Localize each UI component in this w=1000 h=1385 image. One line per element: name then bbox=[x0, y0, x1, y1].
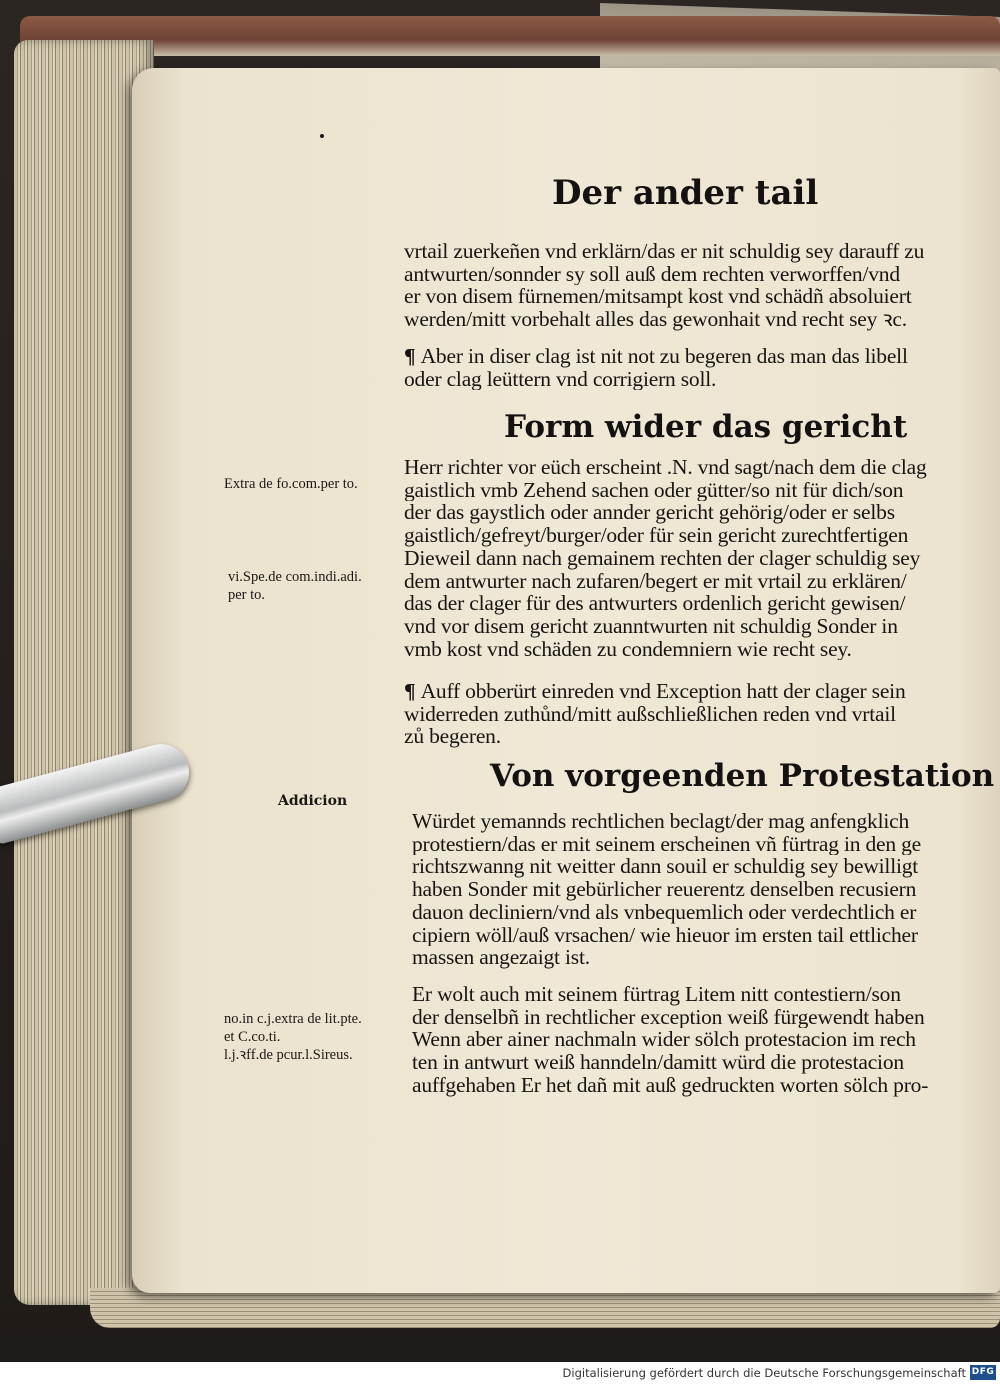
text-line: zů begeren. bbox=[404, 725, 501, 749]
text-line: gaistlich/gefreyt/burger/oder für sein gericht zurechtfertigen bbox=[404, 524, 909, 547]
marginal-note-2: vi.Spe.de com.indi.adi. per to. bbox=[228, 569, 362, 603]
text-line: er von disem fürnemen/mitsampt kost vnd schädñ absoluiert bbox=[404, 285, 912, 309]
text-line: dem antwurter nach zufaren/begert er mit vrtail zu erklären/ bbox=[404, 569, 907, 593]
paragraph-1 bbox=[404, 240, 964, 331]
text-line: protestiern/das er mit seinem erscheinen vñ fürtrag in den ge bbox=[412, 832, 921, 856]
section-1-reply bbox=[404, 680, 969, 748]
text-line: Dieweil dann nach gemainem rechten der clager schuldig sey bbox=[404, 546, 921, 570]
marginal-note-3: Addicion bbox=[278, 793, 348, 809]
book-bottom-edge bbox=[90, 1288, 1000, 1328]
text-line: ten in antwurt weiß hanndeln/damitt würd die protestacion bbox=[412, 1051, 904, 1074]
text-line: massen angezaigt ist. bbox=[412, 946, 590, 969]
text-line: vrtail zuerkeñen vnd erklärn/das er nit schuldig sey darauff zu bbox=[404, 240, 925, 263]
footer-credit: Digitalisierung gefördert durch die Deutsche Forschungsgemeinschaft bbox=[562, 1366, 966, 1380]
paragraph-mark-icon: ¶ bbox=[404, 345, 421, 368]
paragraph-mark-icon: ¶ bbox=[404, 680, 421, 703]
text-line: widerreden zuthůnd/mitt außschließlichen reden vnd vrtail bbox=[404, 702, 896, 726]
book-page bbox=[132, 68, 1000, 1293]
ink-dot bbox=[320, 134, 324, 138]
text-line: richtszwanng nit weitter dann souil er schuldig sey bewilligt bbox=[412, 855, 919, 879]
section-heading-form: Form wider das gericht bbox=[504, 409, 908, 445]
marginal-note-1: Extra de fo.com.per to. bbox=[224, 476, 358, 492]
section-heading-protestation: Von vorgeenden Protestation bbox=[490, 758, 995, 794]
text-line: Würdet yemannds rechtlichen beclagt/der mag anfengklich bbox=[412, 810, 910, 833]
text-line: das der clager für des antwurters ordenlich gericht gewisen/ bbox=[404, 592, 906, 615]
text-line: dauon decliniern/vnd als vnbequemlich oder verdechtlich er bbox=[412, 900, 917, 924]
book-top-edge bbox=[20, 16, 1000, 56]
text-line: werden/mitt vorbehalt alles das gewonhait vnd recht sey ꝛc. bbox=[404, 308, 907, 331]
text-line: haben Sonder mit gebürlicher reuerentz denselben recusiern bbox=[412, 878, 917, 901]
text-line: antwurten/sonnder sy soll auß dem rechten verworffen/vnd bbox=[404, 262, 900, 286]
text-line: cipiern wöll/auß vrsachen/ wie hieuor im ersten tail ettlicher bbox=[412, 923, 918, 947]
text-line: Er wolt auch mit seinem fürtrag Litem nitt contestiern/son bbox=[412, 983, 901, 1006]
text-line: vnd vor disem gericht zuanntwurten nit schuldig Sonder in bbox=[404, 614, 898, 638]
text-line: der denselbñ in rechtlicher exception weiß fürgewendt haben bbox=[412, 1005, 925, 1029]
text-line: oder clag leüttern vnd corrigiern soll. bbox=[404, 367, 717, 391]
section-2-continuation bbox=[412, 983, 974, 1097]
marginal-note-4: no.in c.j.extra de lit.pte. et C.co.ti. l.j.ꝛff.de pcur.l.Sireus. bbox=[224, 1011, 362, 1063]
text-line: vmb kost vnd schäden zu condemniern wie recht sey. bbox=[404, 637, 852, 661]
section-1-body bbox=[404, 456, 969, 660]
text-line: Herr richter vor eüch erscheint .N. vnd sagt/nach dem die clag bbox=[404, 456, 927, 479]
running-head: Der ander tail bbox=[552, 173, 819, 213]
text-line: gaistlich vmb Zehend sachen oder gütter/so nit für dich/son bbox=[404, 478, 904, 502]
text-line: der das gaystlich oder annder gericht gehörig/oder er selbs bbox=[404, 501, 895, 525]
text-line: ¶ Aber in diser clag ist nit not zu begeren das man das libell bbox=[404, 345, 908, 368]
paragraph-2 bbox=[404, 345, 964, 390]
section-2-body bbox=[412, 810, 974, 969]
dfg-logo-icon: DFG bbox=[970, 1365, 996, 1380]
text-line: ¶ Auff obberürt einreden vnd Exception hatt der clager sein bbox=[404, 680, 906, 703]
text-line: Wenn aber ainer nachmaln wider sölch protestacion im rech bbox=[412, 1028, 916, 1052]
text-line: auffgehaben Er het dañ mit auß gedruckten worten sölch pro- bbox=[412, 1073, 929, 1097]
